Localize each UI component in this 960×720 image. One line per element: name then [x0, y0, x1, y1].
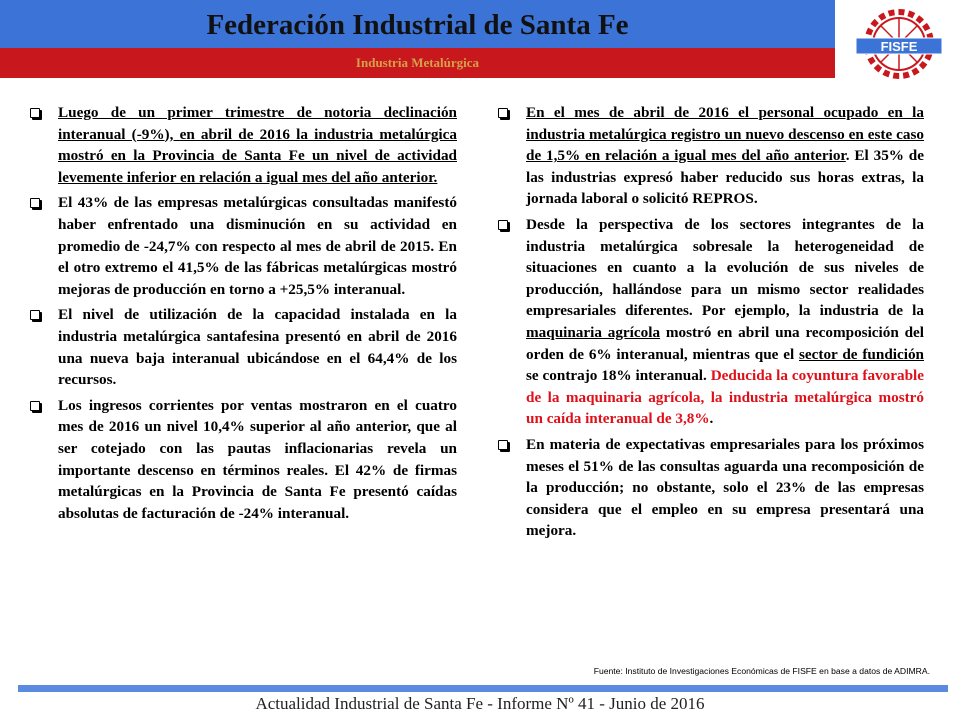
- bullet-paragraph: [30, 395, 457, 525]
- checkbox-bullet-icon: [30, 108, 40, 118]
- paragraph-text: maquinaria agrícola: [526, 323, 661, 341]
- checkbox-bullet-icon: [498, 440, 508, 450]
- paragraph-text: Luego de un primer trimestre de notoria declinación interanual (-9%), en abril de 2016 la industria metalúrgica mostró en la Provincia de Santa Fe un nivel de actividad levemente inferior en relación a igual mes del año anterior.: [58, 104, 457, 186]
- paragraph-text: Los ingresos corrientes por ventas mostraron en el cuatro mes de 2016 un nivel 10,4% superior al año anterior, que al ser cotejado con las pautas inflacionarias revela un importante descenso en términos reales. El 42% de firmas metalúrgicas en la Provincia de Santa Fe presentó caídas absolutas de facturación de -24% interanual.: [58, 396, 457, 522]
- checkbox-bullet-icon: [498, 220, 508, 230]
- bottom-bar: [18, 685, 948, 692]
- checkbox-bullet-icon: [30, 198, 40, 208]
- paragraph-text: mostró en abril una recomposición del orden de 6% interanual, mientras que el: [526, 323, 925, 363]
- right-column: [498, 102, 924, 546]
- page-title: Federación Industrial de Santa Fe: [206, 9, 629, 41]
- paragraph-text: El 43% de las empresas metalúrgicas consultadas manifestó haber enfrentado una disminución en su actividad en promedio de -24,7% con respecto al mes de abril de 2015. En el otro extremo el 41,5% de las fábricas metalúrgicas mostró mejoras de producción en torno a +25,5% interanual.: [58, 194, 457, 298]
- bullet-paragraph: [30, 102, 457, 188]
- bullet-paragraph: [30, 304, 457, 390]
- paragraph-text: Deducida la coyuntura favorable de la maquinaria agrícola, la industria metalúrgica mostró un caída interanual de 3,8%: [526, 367, 924, 428]
- paragraph-text: . El 35% de las industrias expresó haber reducido sus horas extras, la jornada laboral o solicitó REPROS.: [526, 147, 924, 208]
- paragraph-text: En el mes de abril de 2016 el personal ocupado en la industria metalúrgica registro un nuevo descenso en este caso de 1,5% en relación a igual mes del año anterior: [526, 104, 924, 165]
- checkbox-bullet-icon: [30, 401, 40, 411]
- footer-text: Actualidad Industrial de Santa Fe - Informe Nº 41 - Junio de 2016: [255, 694, 705, 713]
- paragraph-text: En materia de expectativas empresariales para los próximos meses el 51% de las consultas aguarda una recomposición de la producción; no obstante, solo el 23% de las empresas considera que el empleo en su empresa presentará una mejora.: [526, 435, 924, 540]
- paragraph-text: El nivel de utilización de la capacidad instalada en la industria metalúrgica santafesina presentó en abril de 2016 una nueva baja interanual ubicándose en el 64,4% de los recursos.: [58, 306, 457, 389]
- left-column: [30, 102, 457, 528]
- paragraph-text: se contrajo 18% interanual.: [526, 367, 711, 385]
- page-subtitle: Industria Metalúrgica: [355, 55, 480, 70]
- bullet-paragraph: [498, 434, 924, 542]
- bullet-paragraph: [498, 102, 924, 210]
- source-note: Fuente: Instituto de Investigaciones Económicas de FISFE en base a datos de ADIMRA.: [593, 666, 930, 676]
- paragraph-text: sector de fundición: [799, 345, 924, 363]
- fisfe-logo: [846, 4, 952, 80]
- paragraph-text: Desde la perspectiva de los sectores integrantes de la industria metalúrgica sobresale la heterogeneidad de situaciones en cuanto a la evolución de sus niveles de producción, hallándose para un mismo sector realidades empresariales diferentes. Por ejemplo, la industria de la: [526, 215, 924, 320]
- checkbox-bullet-icon: [30, 310, 40, 320]
- paragraph-text: .: [709, 410, 714, 428]
- checkbox-bullet-icon: [498, 108, 508, 118]
- logo-text: FISFE: [880, 39, 918, 54]
- bullet-paragraph: [30, 192, 457, 300]
- bullet-paragraph: [498, 214, 924, 430]
